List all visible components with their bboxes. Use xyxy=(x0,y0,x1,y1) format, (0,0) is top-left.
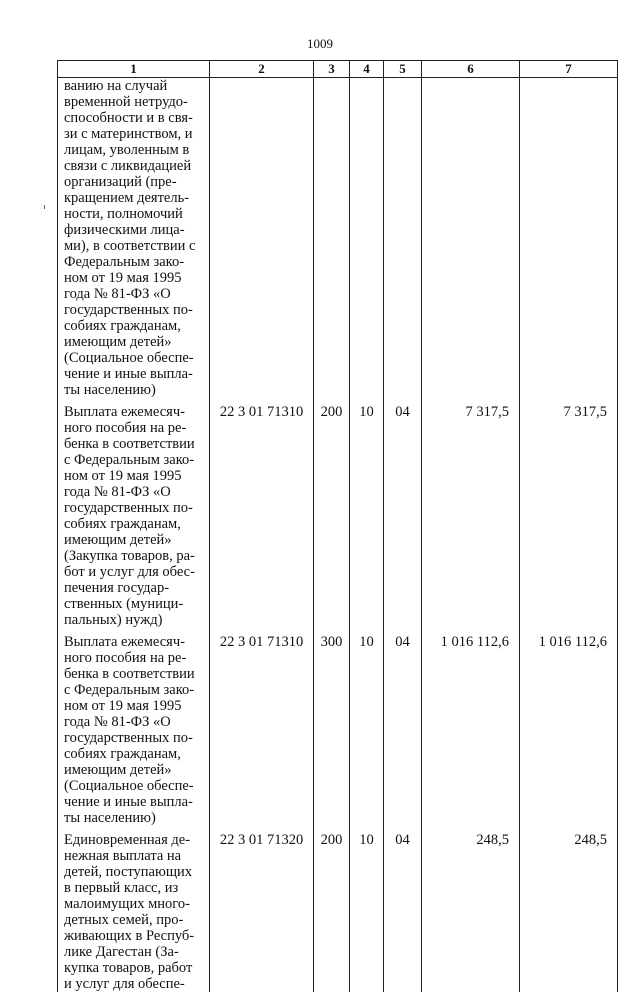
column-header-3: 3 xyxy=(314,61,350,78)
expense-type: 200 xyxy=(314,826,350,992)
description-line: способности и в свя- xyxy=(64,110,193,126)
description-line: чение и иные выпла- xyxy=(64,366,193,382)
description-line: Федеральным зако- xyxy=(64,254,185,270)
column-header-7: 7 xyxy=(520,61,618,78)
description-line: печения государ- xyxy=(64,580,170,596)
description-line: с Федеральным зако- xyxy=(64,452,195,468)
description-line: ном от 19 мая 1995 xyxy=(64,270,182,286)
description-line: и услуг для обеспе- xyxy=(64,976,185,992)
table-row xyxy=(58,398,618,628)
subsection-code: 04 xyxy=(384,398,422,628)
description-line: бот и услуг для обес- xyxy=(64,564,195,580)
description-line: государственных по- xyxy=(64,730,193,746)
table-row xyxy=(58,628,618,826)
description-line: с Федеральным зако- xyxy=(64,682,195,698)
description-line: имеющим детей» xyxy=(64,334,172,350)
column-header-4: 4 xyxy=(350,61,384,78)
description-line: государственных по- xyxy=(64,500,193,516)
description-line: ванию на случай xyxy=(64,78,168,94)
column-header-2: 2 xyxy=(210,61,314,78)
description-line: чение и иные выпла- xyxy=(64,794,193,810)
expense-type xyxy=(314,78,350,399)
description-line: детей, поступающих xyxy=(64,864,193,880)
description-line: имеющим детей» xyxy=(64,762,172,778)
section-code: 10 xyxy=(350,628,384,826)
description-line: имеющим детей» xyxy=(64,532,172,548)
description-line: Выплата ежемесяч- xyxy=(64,634,185,650)
description-line: Выплата ежемесяч- xyxy=(64,404,185,420)
expense-type: 300 xyxy=(314,628,350,826)
amount-column-7: 7 317,5 xyxy=(520,398,618,628)
section-code: 10 xyxy=(350,826,384,992)
target-code: 22 3 01 71320 xyxy=(210,826,314,992)
row-description xyxy=(58,628,210,826)
subsection-code: 04 xyxy=(384,628,422,826)
expense-type: 200 xyxy=(314,398,350,628)
column-header-1: 1 xyxy=(58,61,210,78)
target-code xyxy=(210,78,314,399)
target-code: 22 3 01 71310 xyxy=(210,398,314,628)
description-line: бенка в соответствии xyxy=(64,436,195,452)
description-line: ми), в соответствии с xyxy=(64,238,196,254)
row-description xyxy=(58,398,210,628)
description-line: ного пособия на ре- xyxy=(64,420,187,436)
description-line: собиях гражданам, xyxy=(64,318,181,334)
description-line: (Социальное обеспе- xyxy=(64,778,194,794)
description-line: живающих в Респуб- xyxy=(64,928,195,944)
description-line: физическими лица- xyxy=(64,222,185,238)
amount-column-7: 1 016 112,6 xyxy=(520,628,618,826)
description-line: временной нетрудо- xyxy=(64,94,188,110)
description-line: года № 81-ФЗ «О xyxy=(64,484,171,500)
table-row xyxy=(58,78,618,399)
description-line: собиях гражданам, xyxy=(64,516,181,532)
description-line: пальных) нужд) xyxy=(64,612,163,628)
amount-column-7: 248,5 xyxy=(520,826,618,992)
description-line: лике Дагестан (За- xyxy=(64,944,179,960)
description-line: ном от 19 мая 1995 xyxy=(64,698,182,714)
description-line: Единовременная де- xyxy=(64,832,191,848)
description-line: бенка в соответствии xyxy=(64,666,195,682)
description-line: года № 81-ФЗ «О xyxy=(64,286,171,302)
description-line: (Социальное обеспе- xyxy=(64,350,194,366)
description-line: в первый класс, из xyxy=(64,880,179,896)
description-line: государственных по- xyxy=(64,302,193,318)
description-line: ты населению) xyxy=(64,810,156,826)
header-row xyxy=(58,61,618,78)
description-line: нежная выплата на xyxy=(64,848,182,864)
description-line: зи с материнством, и xyxy=(64,126,193,142)
margin-mark xyxy=(44,205,45,209)
description-line: ного пособия на ре- xyxy=(64,650,187,666)
description-line: собиях гражданам, xyxy=(64,746,181,762)
column-header-5: 5 xyxy=(384,61,422,78)
description-line: ственных (муници- xyxy=(64,596,184,612)
description-line: организаций (пре- xyxy=(64,174,177,190)
amount-column-6 xyxy=(422,78,520,399)
row-description xyxy=(58,78,210,399)
row-description xyxy=(58,826,210,992)
section-code: 10 xyxy=(350,398,384,628)
subsection-code: 04 xyxy=(384,826,422,992)
description-line: ты населению) xyxy=(64,382,156,398)
description-line: детных семей, про- xyxy=(64,912,184,928)
amount-column-6: 1 016 112,6 xyxy=(422,628,520,826)
column-header-6: 6 xyxy=(422,61,520,78)
page-number: 1009 xyxy=(307,36,333,51)
description-line: кращением деятель- xyxy=(64,190,190,206)
subsection-code xyxy=(384,78,422,399)
budget-table xyxy=(57,60,618,992)
description-line: (Закупка товаров, ра- xyxy=(64,548,195,564)
description-line: малоимущих много- xyxy=(64,896,190,912)
target-code: 22 3 01 71310 xyxy=(210,628,314,826)
table-row xyxy=(58,826,618,992)
amount-column-6: 248,5 xyxy=(422,826,520,992)
amount-column-7 xyxy=(520,78,618,399)
description-line: года № 81-ФЗ «О xyxy=(64,714,171,730)
amount-column-6: 7 317,5 xyxy=(422,398,520,628)
description-line: ности, полномочий xyxy=(64,206,183,222)
description-line: лицам, уволенным в xyxy=(64,142,190,158)
description-line: купка товаров, работ xyxy=(64,960,193,976)
section-code xyxy=(350,78,384,399)
description-line: связи с ликвидацией xyxy=(64,158,192,174)
description-line: ном от 19 мая 1995 xyxy=(64,468,182,484)
